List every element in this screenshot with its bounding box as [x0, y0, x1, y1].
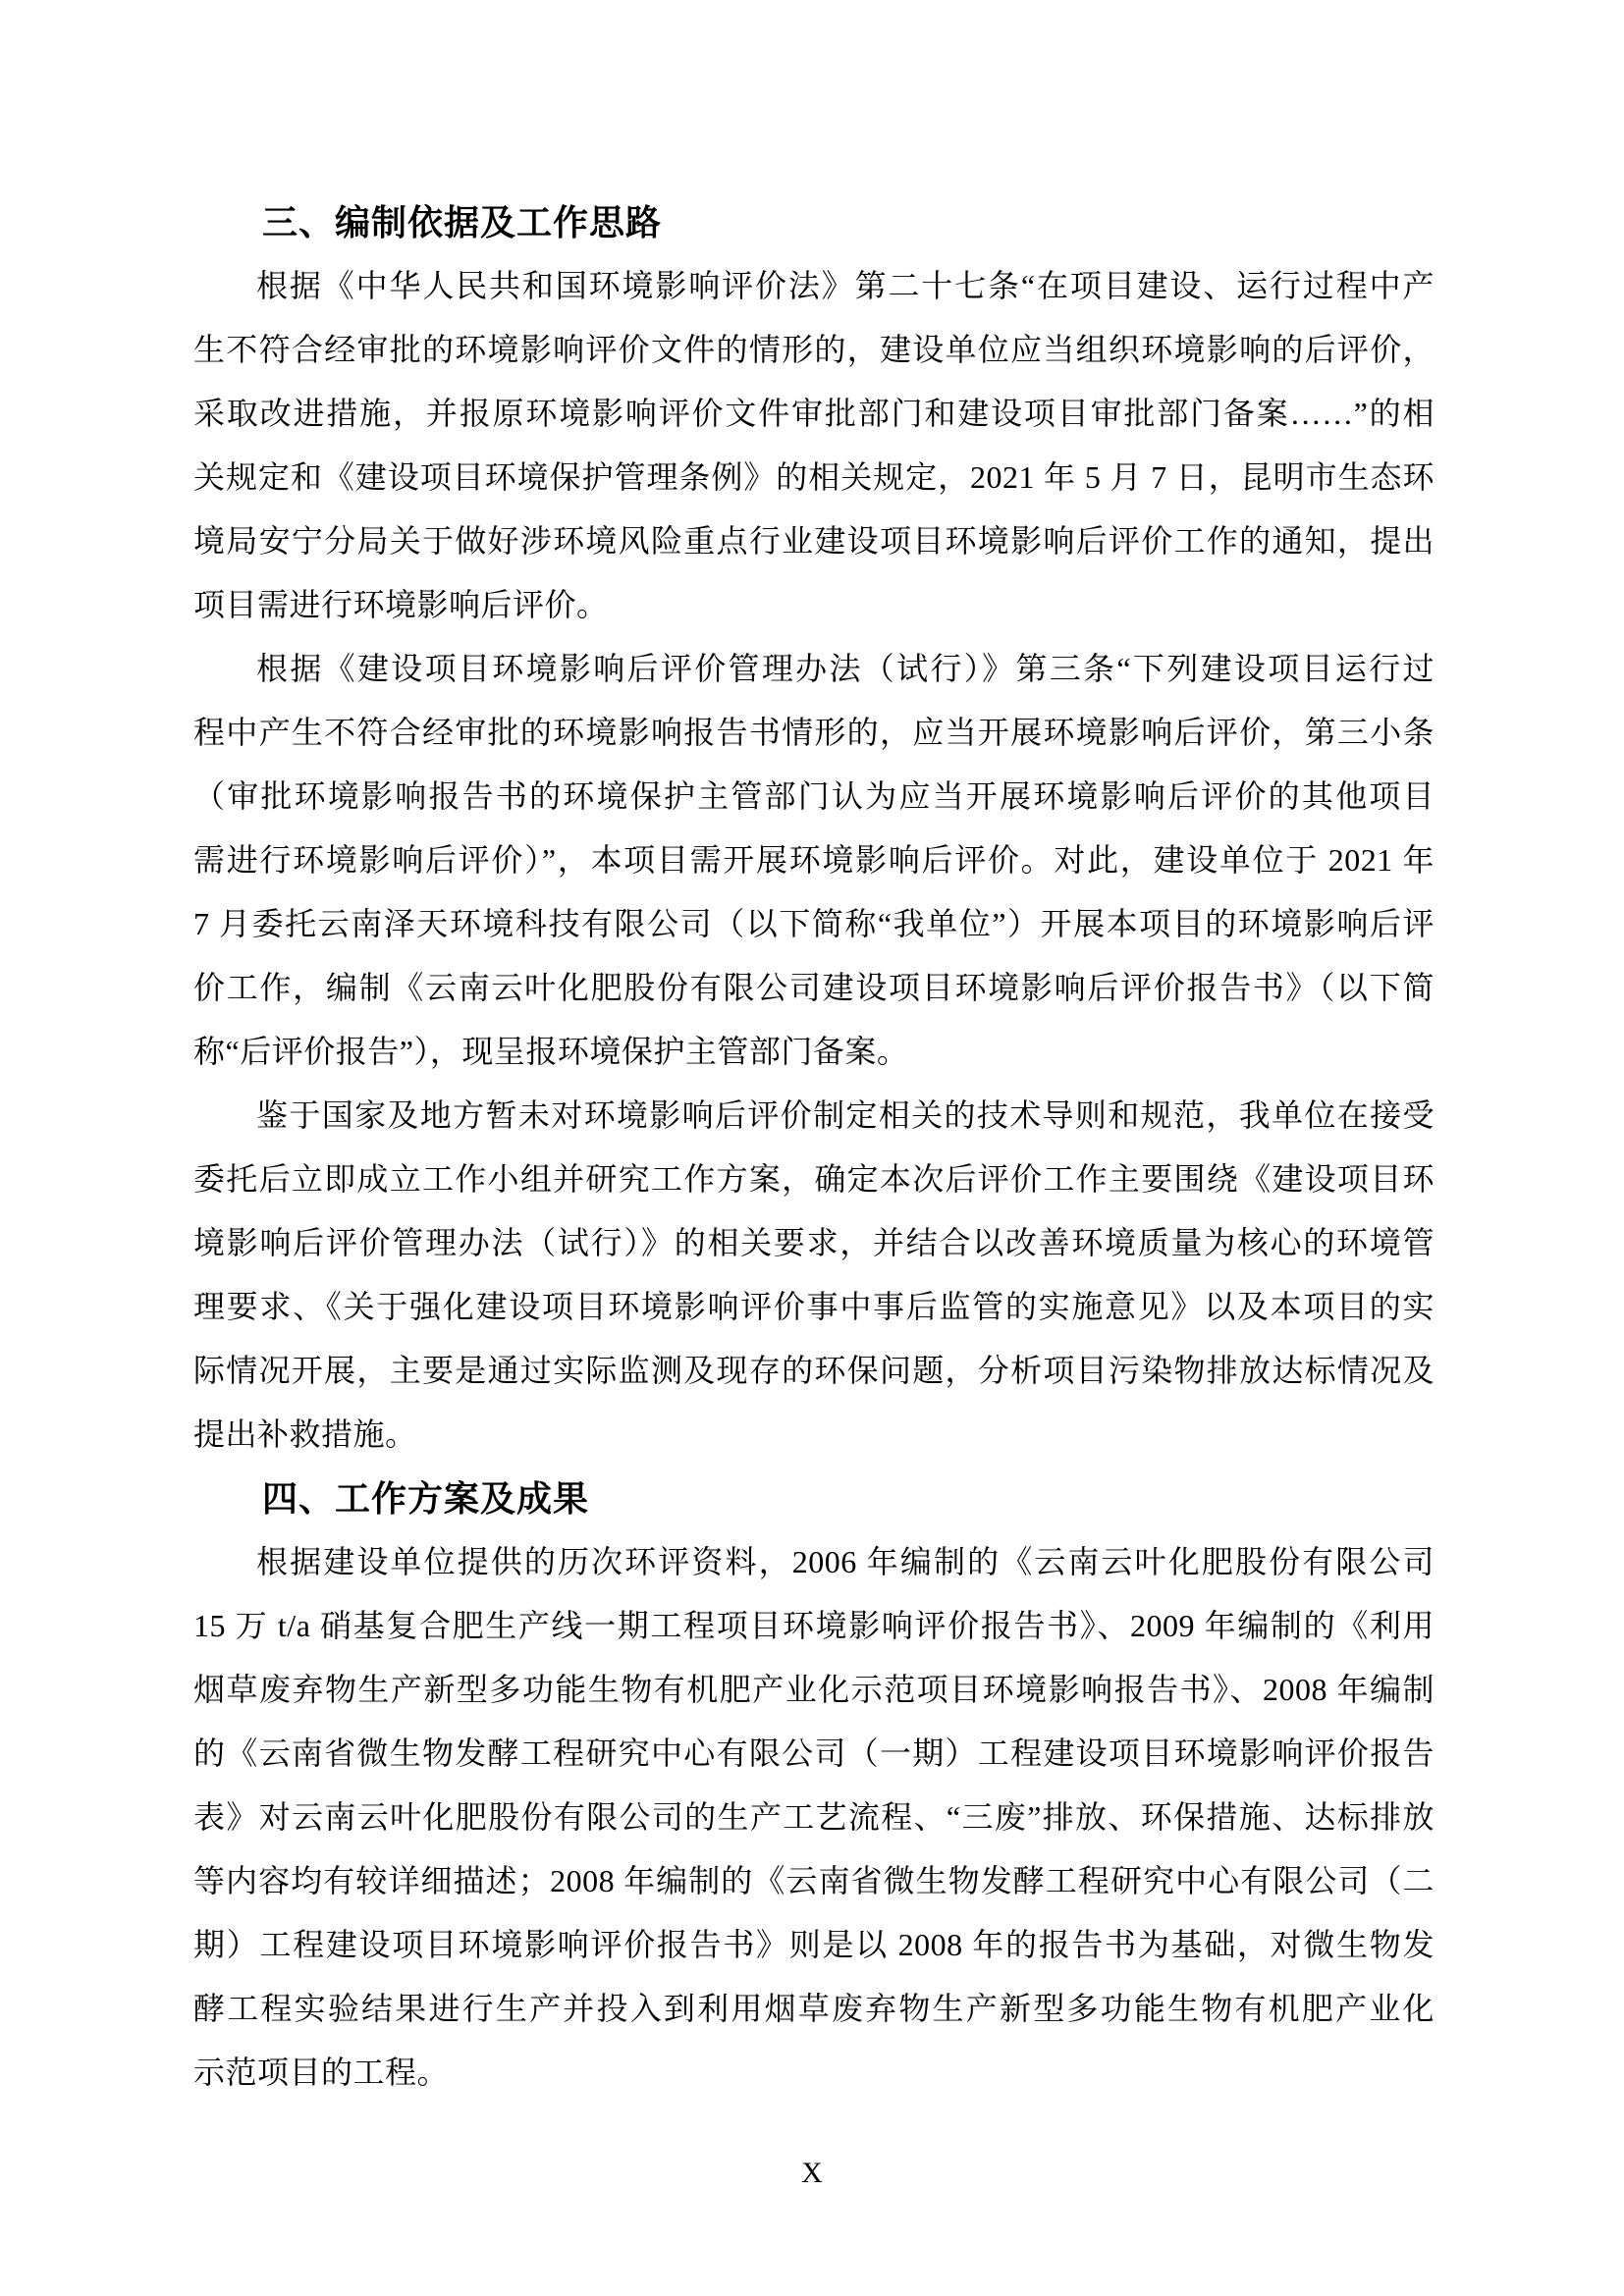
section-heading: 三、编制依据及工作思路 [262, 202, 663, 242]
text-line: 境影响后评价管理办法（试行）》的相关要求，并结合以改善环境质量为核心的环境管 [193, 1225, 1435, 1260]
text-line: 的《云南省微生物发酵工程研究中心有限公司（一期）工程建设项目环境影响评价报告 [193, 1735, 1435, 1771]
paragraph [193, 254, 1435, 637]
page-number: X [801, 2157, 823, 2189]
text-line: 期）工程建设项目环境影响评价报告书》则是以 2008 年的报告书为基础，对微生物发 [193, 1927, 1435, 1962]
text-line: 表》对云南云叶化肥股份有限公司的生产工艺流程、“三废”排放、环保措施、达标排放 [193, 1799, 1435, 1835]
text-line: 需进行环境影响后评价）”，本项目需开展环境影响后评价。对此，建设单位于 2021 年 [193, 842, 1435, 878]
text-line: 采取改进措施，并报原环境影响评价文件审批部门和建设项目审批部门备案……”的相 [193, 396, 1435, 431]
text-line: 理要求、《关于强化建设项目环境影响评价事中事后监管的实施意见》以及本项目的实 [193, 1289, 1435, 1324]
text-line: 烟草废弃物生产新型多功能生物有机肥产业化示范项目环境影响报告书》、2008 年编制 [193, 1672, 1435, 1707]
text-line: 委托后立即成立工作小组并研究工作方案，确定本次后评价工作主要围绕《建设项目环 [193, 1161, 1435, 1197]
text-line: 提出补救措施。 [193, 1416, 417, 1452]
text-line: 鉴于国家及地方暂未对环境影响后评价制定相关的技术导则和规范，我单位在接受 [256, 1097, 1435, 1133]
text-line: 根据《中华人民共和国环境影响评价法》第二十七条“在项目建设、运行过程中产 [256, 268, 1435, 303]
text-line: 根据《建设项目环境影响后评价管理办法（试行）》第三条“下列建设项目运行过 [256, 651, 1435, 686]
text-line: 根据建设单位提供的历次环评资料，2006 年编制的《云南云叶化肥股份有限公司 [256, 1544, 1435, 1579]
document-content [193, 190, 1435, 2105]
text-line: 等内容均有较详细描述；2008 年编制的《云南省微生物发酵工程研究中心有限公司（二 [193, 1863, 1435, 1898]
paragraph [193, 1530, 1435, 2105]
text-line: （审批环境影响报告书的环境保护主管部门认为应当开展环境影响后评价的其他项目 [193, 778, 1435, 814]
text-line: 酵工程实验结果进行生产并投入到利用烟草废弃物生产新型多功能生物有机肥产业化 [193, 1991, 1435, 2026]
text-line: 价工作，编制《云南云叶化肥股份有限公司建设项目环境影响后评价报告书》（以下简 [193, 970, 1435, 1005]
text-line: 15 万 t/a 硝基复合肥生产线一期工程项目环境影响评价报告书》、2009 年编制的《利用 [193, 1608, 1435, 1643]
text-line: 关规定和《建设项目环境保护管理条例》的相关规定，2021 年 5 月 7 日，昆明市生态环 [193, 459, 1435, 495]
text-line: 生不符合经审批的环境影响评价文件的情形的，建设单位应当组织环境影响的后评价， [193, 332, 1435, 367]
paragraph [193, 1084, 1435, 1467]
paragraph [193, 637, 1435, 1084]
text-line: 境局安宁分局关于做好涉环境风险重点行业建设项目环境影响后评价工作的通知，提出 [193, 523, 1435, 559]
section-heading: 四、工作方案及成果 [262, 1478, 590, 1519]
text-line: 称“后评价报告”），现呈报环境保护主管部门备案。 [193, 1034, 909, 1069]
text-line: 程中产生不符合经审批的环境影响报告书情形的，应当开展环境影响后评价，第三小条 [193, 715, 1435, 750]
text-line: 项目需进行环境影响后评价。 [193, 587, 609, 622]
text-line: 示范项目的工程。 [193, 2055, 450, 2090]
text-line: 际情况开展，主要是通过实际监测及现存的环保问题，分析项目污染物排放达标情况及 [193, 1353, 1435, 1388]
text-line: 7 月委托云南泽天环境科技有限公司（以下简称“我单位”）开展本项目的环境影响后评 [193, 906, 1435, 941]
